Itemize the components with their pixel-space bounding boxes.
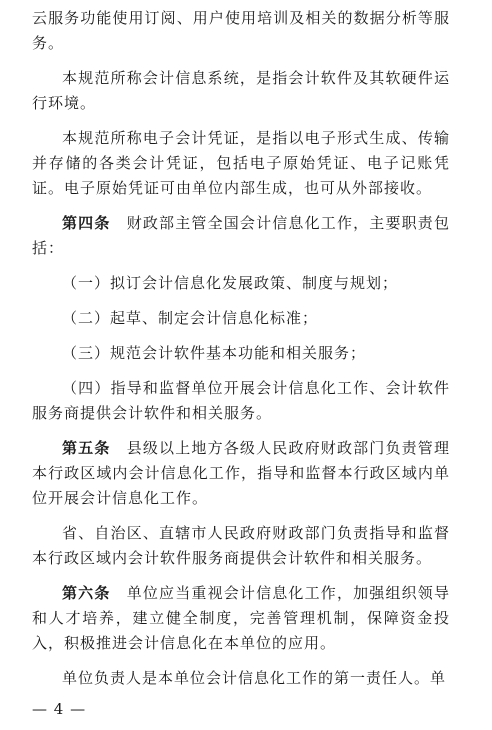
- paragraph-2: [32, 66, 450, 116]
- paragraph-text: 云服务功能使用订阅、用户使用培训及相关的数据分析等服务。: [32, 9, 450, 52]
- article-number: 第五条: [62, 439, 111, 457]
- article-6: [32, 581, 450, 656]
- list-item-3: [32, 341, 450, 366]
- paragraph-text: （二）起草、制定会计信息化标准；: [62, 309, 319, 327]
- paragraph-text: （三）规范会计软件基本功能和相关服务；: [62, 344, 367, 362]
- paragraph-text: 本规范所称会计信息系统，是指会计软件及其软硬件运行环境。: [32, 69, 450, 112]
- paragraph-text: （四）指导和监督单位开展会计信息化工作、会计软件服务商提供会计软件和相关服务。: [32, 379, 450, 422]
- paragraph-text: 县级以上地方各级人民政府财政部门负责管理本行政区域内会计信息化工作，指导和监督本行政区域内单位开展会计信息化工作。: [32, 439, 450, 507]
- article-5: [32, 436, 450, 511]
- list-item-4: [32, 376, 450, 426]
- article-number: 第四条: [62, 214, 111, 232]
- list-item-1: [32, 271, 450, 296]
- paragraph-text: 本规范所称电子会计凭证，是指以电子形式生成、传输并存储的各类会计凭证，包括电子原始凭证、电子记账凭证。电子原始凭证可由单位内部生成，也可从外部接收。: [32, 129, 450, 197]
- paragraph-text: 财政部主管全国会计信息化工作，主要职责包括：: [32, 214, 450, 257]
- paragraph-text: 单位应当重视会计信息化工作，加强组织领导和人才培养，建立健全制度，完善管理机制，保障资金投入，积极推进会计信息化在本单位的应用。: [32, 584, 450, 652]
- paragraph-text: （一）拟订会计信息化发展政策、制度与规划；: [62, 274, 399, 292]
- article-number: 第六条: [62, 584, 111, 602]
- page-number: — 4 —: [32, 700, 87, 718]
- paragraph-12: [32, 666, 450, 691]
- paragraph-text: 省、自治区、直辖市人民政府财政部门负责指导和监督本行政区域内会计软件服务商提供会计软件和相关服务。: [32, 524, 450, 567]
- list-item-2: [32, 306, 450, 331]
- document-body: [32, 6, 450, 701]
- paragraph-1: [32, 6, 450, 56]
- article-4: [32, 211, 450, 261]
- paragraph-10: [32, 521, 450, 571]
- paragraph-3: [32, 126, 450, 201]
- paragraph-text: 单位负责人是本单位会计信息化工作的第一责任人。单: [62, 669, 447, 687]
